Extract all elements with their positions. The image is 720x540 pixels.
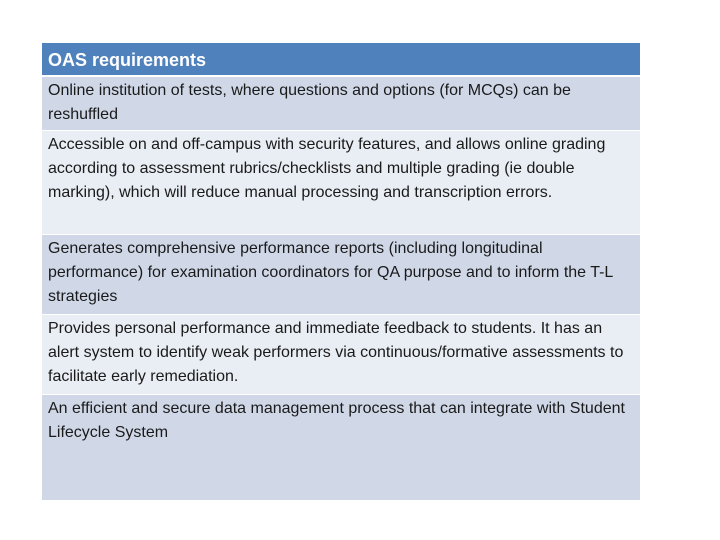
requirements-table <box>42 43 640 501</box>
table-row: An efficient and secure data management process that can integrate with Student Lifecycle System <box>42 395 640 501</box>
table-row: Provides personal performance and immediate feedback to students. It has an alert system to identify weak performers via continuous/formative assessments to facilitate early remediation. <box>42 315 640 395</box>
table-row: Accessible on and off-campus with security features, and allows online grading according to assessment rubrics/checklists and multiple grading (ie double marking), which will reduce manual processing and transcription errors. <box>42 131 640 235</box>
table-row: Generates comprehensive performance reports (including longitudinal performance) for examination coordinators for QA purpose and to inform the T-L strategies <box>42 235 640 315</box>
table-row: Online institution of tests, where questions and options (for MCQs) can be reshuffled <box>42 77 640 131</box>
table-header: OAS requirements <box>42 43 640 77</box>
